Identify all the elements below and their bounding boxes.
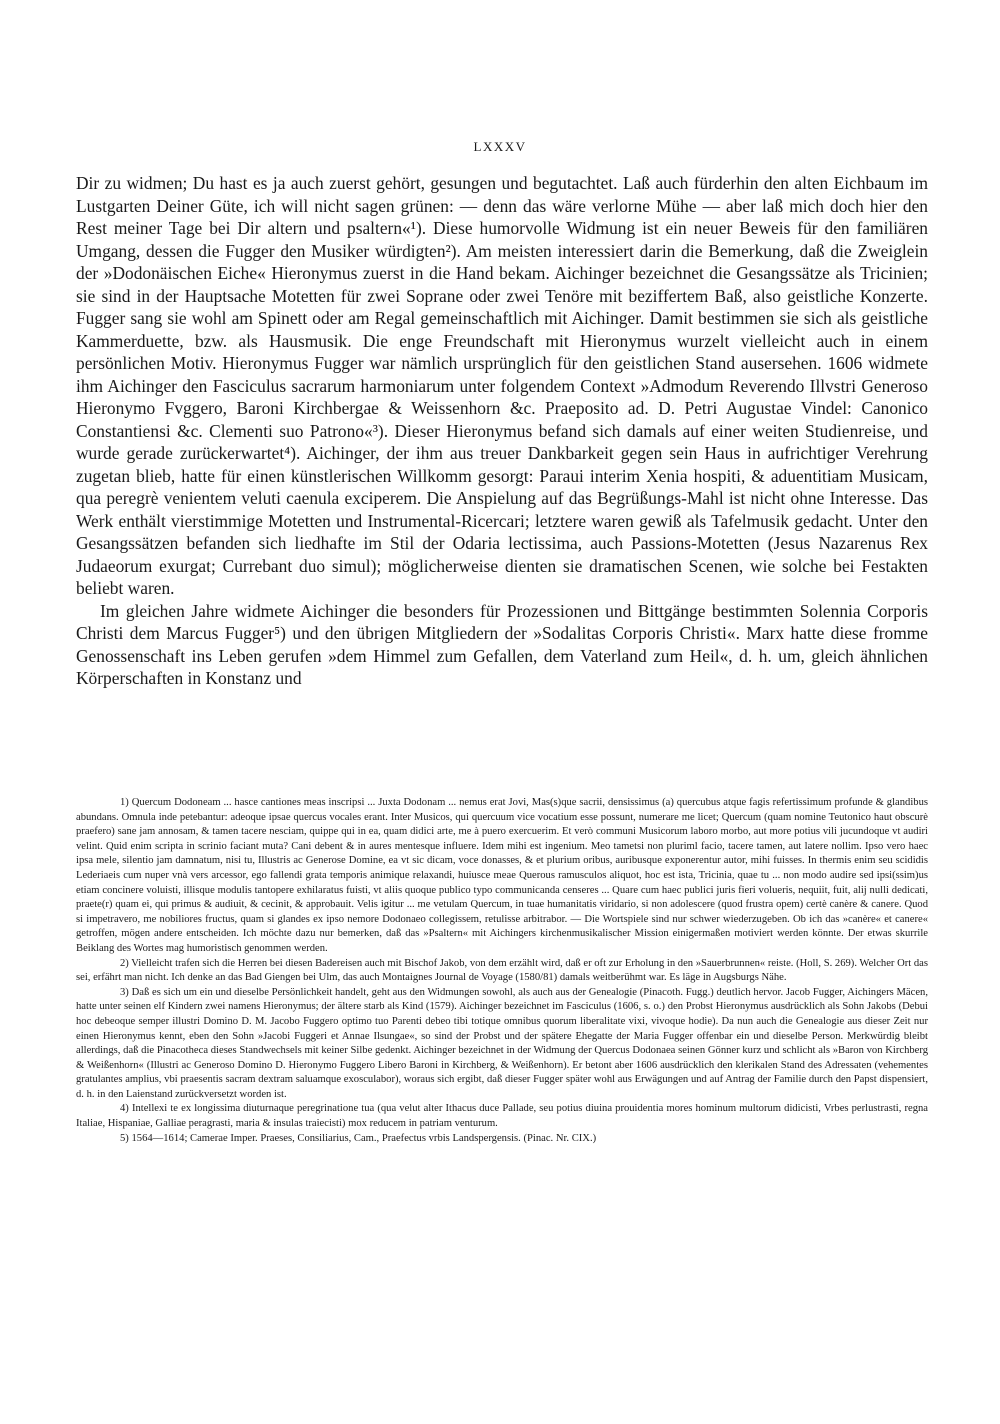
footnote: 5) 1564—1614; Camerae Imper. Praeses, Consiliarius, Cam., Praefectus vrbis Landspergensis. (Pinac. Nr. CIX.) bbox=[120, 1132, 597, 1144]
footnote: 2) Vielleicht trafen sich die Herren bei diesen Badereisen auch mit Bischof Jakob, von dem erzählt wird, daß er oft zur Erholung in den »Sauerbrunnen« reiste. (Holl, S. 269). Welcher Ort das sei, erfährt man nicht. Ich denke an das Bad Giengen bei Ulm, das auch Montaignes Journal de Voyage (1580/81) damals weitberühmt war. Es läge in Augsburgs Nähe. bbox=[76, 957, 928, 984]
body-paragraph: Im gleichen Jahre widmete Aichinger die besonders für Prozessionen und Bittgänge bestimmten Solennia Corporis Christi dem Marcus Fugger⁵) und den übrigen Mitgliedern der »Sodalitas Corporis Christi«. Marx hatte diese fromme Genossenschaft ins Leben gerufen »dem Himmel zum Gefallen, dem Vaterland zum Heil«, d. h. um, gleich ähnlichen Körperschaften in Konstanz und bbox=[76, 600, 928, 688]
footnote: 4) Intellexi te ex longissima diuturnaque peregrinatione tua (qua velut alter Ithacus duce Pallade, seu potius diuina prouidentia mores hominum multorum didicisti, Vrbes perlustrasti, regna Italiae, Hispaniae, Galliae peragrasti, maria & insulas traiecisti) mox reducem in patriam venturum. bbox=[76, 1103, 928, 1130]
footnote: 3) Daß es sich um ein und dieselbe Persönlichkeit handelt, geht aus den Widmungen sowohl, als auch aus der Genealogie (Pinacoth. Fugg.) deutlich hervor. Jacob Fugger, Aichingers Mäcen, hatte unter seinen elf Kindern zwei namens Hieronymus; der ältere starb als Kind (1579). Aichinger bezeichnet im Fasciculus (1606, s. o.) den Probst Hieronymus ausdrücklich als Sohn Jakobs (Debui hoc debeoque semper illustri Domino D. M. Jacobo Fuggero optimo tuo Parenti debeo tibi totique omnibus quorum liberalitate vixi, vivoque hodie). Da nun auch die Genealogie aus dieser Zeit nur einen Hieronymus kennt, eben den Sohn »Jacobi Fuggeri et Annae Ilsungae«, so sind der Probst und der spätere Ehegatte der Maria Fugger offenbar ein und dieselbe Person. Merkwürdig bleibt allerdings, daß die Pinacotheca dieses Standwechsels mit keiner Silbe gedenkt. Aichinger bezeichnet in der Widmung der Quercus Dodonaea seinen Gönner kurz und schlicht als »Baron von Kirchberg & Weißenhorn« (Illustri ac Generoso Domino D. Hieronymo Fuggero Libero Baroni in Kirchberg, & Weißenhorn). Er betont aber 1606 ausdrücklich den klerikalen Stand des Adressaten (vehementes gratulantes amplius, vbi praesentis sacram dextram saluamque exosculabor), woraus sich ergibt, daß dieser Fugger später wohl aus Erwägungen und auf Antrag der Familie durch den Papst dispensiert, d. h. in den Laienstand zurückversetzt worden ist. bbox=[76, 986, 928, 1100]
page-number: LXXXV bbox=[473, 139, 527, 154]
footnote: 1) Quercum Dodoneam ... hasce cantiones meas inscripsi ... Juxta Dodonam ... nemus erat Jovi, Mas(s)que sacrii, densissimus (a) quercubus atque fagis refertissimum profunde & glandibus abundans. Omnula inde petebantur: adeoque ipsae quercus vocales erant. Inter Musicos, qui quercuum vice vocatium esse possunt, numerare me licet; Quercum (quam nomine Teutonico haut obscurè praefero) sane jam annosam, & tamen tacere nesciam, quippe qui in ea, quam didici arte, me à puero exercuerim. Et verò communi Musicorum laboro morbo, aut more potius vili jucundoque vt audiri velint. Quid enim scripta in scrinio faciant muta? Cani debent & in aures mentesque influere. Idem mihi est ingenium. Meo tametsi non pluriml facio, tacere tamen, aut latere nollim. Ipso vero haec ipsa mele, silentio jam damnatum, nisi tu, Illustris ac Generose Domine, ea vt sic dicam, voce donasses, & et plurium oribus, auribusque exponerentur autor, mihi fuisses. In thermis enim seu scididis Lederiaeis cum nuper vnà vers arcessor, ego fallendi grata temporis animique relaxandi, huiusce meae Querous ramusculos aliquot, hoc est ista, Tricinia, quae tu ... non modo audire sed ipsi(ssim)us etiam concinere voluisti, illisque modulis tantopere exhilaratus fuisti, vt aliis quoque publico typo communicanda censeres ... Quare cum haec publici juris fieri volueris, nequiit, fuit, alij nulli dedicati, praete(r) quam ei, qui primus & audiuit, & cecinit, & approbauit. Velis igitur ... me vetulam Quercum, in tuae humanitatis viridario, si non adolescere (quod frustra opem) certè canère & canere. Quod si impetravero, me nobiliores fructus, quam si glandes ex ipso nemore Dodonaeo collegissem, retulisse arbitrabor. — Die Wortspiele sind nur schwer wiederzugeben. Ob ich das »canère« et canere« getroffen, mögen andere entscheiden. Ich möchte dazu nur bemerken, daß das »Psaltern« mit Aichingers kirchenmusikalischer Mission einigermaßen motiviert werden könnte. Der etwas skurrile Beiklang des Wortes mag humoristisch genommen werden. bbox=[76, 797, 928, 954]
main-text bbox=[76, 172, 928, 690]
footnotes bbox=[76, 796, 928, 1146]
body-paragraph: Dir zu widmen; Du hast es ja auch zuerst gehört, gesungen und begutachtet. Laß auch fürderhin den alten Eichbaum im Lustgarten Deiner Güte, ich will nicht sagen grünen: — denn das wäre verlorne Mühe — aber laß mich doch hier den Rest meiner Tage bei Dir altern und psaltern«¹). Diese humorvolle Widmung ist ein neuer Beweis für den familiären Umgang, dessen die Fugger den Musiker würdigten²). Am meisten interessiert darin die Bemerkung, daß die Zweiglein der »Dodonäischen Eiche« Hieronymus zuerst in die Hand bekam. Aichinger bezeichnet die Gesangssätze als Tricinien; sie sind in der Hauptsache Motetten für zwei Soprane oder zwei Tenöre mit beziffertem Baß, also geistliche Konzerte. Fugger sang sie wohl am Spinett oder am Regal gemeinschaftlich mit Aichinger. Damit bestimmen sie sich als geistliche Kammerduette, bzw. als Hausmusik. Die enge Freundschaft mit Hieronymus wurzelt vielleicht auch in einem persönlichen Motiv. Hieronymus Fugger war nämlich ursprünglich für den geistlichen Stand ausersehen. 1606 widmete ihm Aichinger den Fasciculus sacrarum harmoniarum unter folgendem Context »Admodum Reverendo Illvstri Generoso Hieronymo Fvggero, Baroni Kirchbergae & Weissenhorn &c. Praeposito ad. D. Petri Augustae Vindel: Canonico Constantiensi &c. Clementi suo Patrono«³). Dieser Hieronymus befand sich damals auf einer weiten Studienreise, und wurde gerade zurückerwartet⁴). Aichinger, der ihm aus treuer Dankbarkeit gegen sein Haus in aufrichtiger Verehrung zugetan blieb, hatte für einen künstlerischen Willkomm gesorgt: Paraui interim Xenia hospiti, & aduentitiam Musicam, qua peregrè venientem veluti caenula exciperem. Die Anspielung auf das Begrüßungs-Mahl ist nicht ohne Interesse. Das Werk enthält vierstimmige Motetten und Instrumental-Ricercari; letztere waren gewiß als Tafelmusik gedacht. Unter den Gesangssätzen befanden sich liedhafte im Stil der Odaria lectissima, auch Passions-Motetten (Jesus Nazarenus Rex Judaeorum exurgat; Currebant duo simul); möglicherweise dienten sie dramatischen Scenen, wie solche bei Festakten beliebt waren. bbox=[76, 173, 928, 598]
